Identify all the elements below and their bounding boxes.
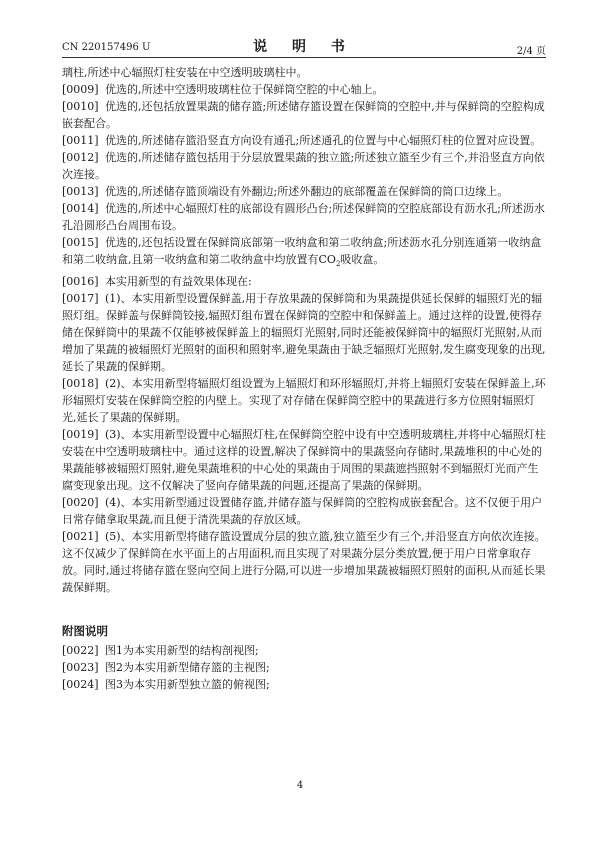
page-indicator: 2/4 页	[516, 46, 546, 57]
paragraph-text: 优选的,所述中心辐照灯柱的底部设有圆形凸台;所述保鲜筒的空腔底部设有沥水孔;所述沥水孔沿圆形凸台周围布设。	[62, 202, 545, 232]
document-body	[62, 64, 546, 693]
paragraph-number: [0024]	[62, 678, 99, 692]
paragraph-text: 优选的,还包括设置在保鲜筒底部第一收纳盒和第二收纳盒;所述沥水孔分别连通第一收纳盒和第二收纳盒,且第一收纳盒和第二收纳盒中均放置有CO	[62, 236, 542, 266]
paragraph-number: [0020]	[62, 496, 99, 510]
paragraph-number: [0015]	[62, 236, 99, 249]
paragraph-0017	[62, 290, 546, 375]
paragraph-number: [0011]	[62, 134, 99, 147]
paragraph-0021	[62, 528, 546, 596]
paragraph-text: 图2为本实用新型储存篮的主视图;	[105, 661, 270, 675]
paragraph-number: [0021]	[62, 530, 99, 544]
paragraph-text: (2)、本实用新型将辐照灯组设置为上辐照灯和环形辐照灯,并将上辐照灯安装在保鲜盖上,环形辐照灯安装在保鲜筒空腔的内壁上。实现了对存储在保鲜筒空腔中的果蔬进行多方位照射辐照灯光,延长了果蔬的保鲜期。	[62, 377, 546, 425]
paragraph-0014	[62, 200, 546, 234]
paragraph-text: 图1为本实用新型的结构剖视图;	[105, 644, 259, 658]
paragraph-number: [0023]	[62, 661, 99, 675]
paragraph-0013	[62, 183, 546, 200]
paragraph-0009	[62, 81, 546, 98]
paragraph-text: 优选的,还包括放置果蔬的储存篮;所述储存篮设置在保鲜筒的空腔中,并与保鲜筒的空腔构成嵌套配合。	[62, 100, 545, 130]
paragraph-0015	[62, 234, 546, 273]
header-divider	[62, 57, 546, 58]
paragraph-text: 优选的,所述储存篮顶端设有外翻边;所述外翻边的底部覆盖在保鲜筒的筒口边缘上。	[105, 185, 509, 198]
paragraph-text: 优选的,所述储存篮包括用于分层放置果蔬的独立篮;所述独立篮至少有三个,并沿竖直方向依次连接。	[62, 151, 545, 181]
paragraph-0019	[62, 426, 546, 494]
paragraph-text: 图3为本实用新型独立篮的俯视图;	[105, 678, 270, 692]
paragraph-text: (5)、本实用新型将储存篮设置成分层的独立篮,独立篮至少有三个,并沿竖直方向依次连接。这不仅减少了保鲜筒在水平面上的占用面积,而且实现了对果蔬分层分类放置,便于用户日常拿取存放。同时,通过将储存篮在竖向空间上进行分隔,可以进一步增加果蔬被辐照灯照射的面积,从而延长果蔬保鲜期。	[62, 530, 546, 595]
doc-number: CN 220157496 U	[62, 42, 151, 53]
paragraph-0011	[62, 132, 546, 149]
paragraph-number: [0012]	[62, 151, 99, 164]
paragraph-text: (1)、本实用新型设置保鲜盖,用于存放果蔬的保鲜筒和为果蔬提供延长保鲜的辐照灯光的辐照灯组。保鲜盖与保鲜筒铰接,辐照灯组布置在保鲜筒的空腔中和保鲜盖上。通过这样的设置,使得存储在保鲜筒中的果蔬不仅能够被保鲜盖上的辐照灯光照射,同时还能被保鲜筒中的辐照灯光照射,从而增加了果蔬的被辐照灯光照射的面积和照射率,避免果蔬由于缺乏辐照灯光照射,发生腐变现象的出现,延长了果蔬的保鲜期。	[62, 292, 546, 374]
paragraph-number: [0010]	[62, 100, 99, 113]
page-title: 说 明 书	[253, 39, 355, 55]
paragraph-number: [0017]	[62, 292, 99, 306]
paragraph-text-tail: 吸收盒。	[340, 253, 385, 266]
paragraph-number: [0009]	[62, 83, 99, 96]
paragraph-number: [0019]	[62, 428, 99, 442]
subscript: 2	[335, 260, 341, 269]
paragraph-0024	[62, 676, 546, 693]
paragraph-number: [0013]	[62, 185, 99, 198]
paragraph-text: 优选的,所述中空透明玻璃柱位于保鲜筒空腔的中心轴上。	[105, 83, 384, 96]
paragraph-text: (4)、本实用新型通过设置储存篮,并储存篮与保鲜筒的空腔构成嵌套配合。这不仅便于用户日常存储拿取果蔬,而且便于清洗果蔬的存放区域。	[62, 496, 543, 527]
paragraph-text: 本实用新型的有益效果体现在:	[105, 275, 252, 289]
page-number: 4	[296, 780, 304, 791]
paragraph-number: [0018]	[62, 377, 99, 391]
paragraph-0012	[62, 149, 546, 183]
page-header	[62, 36, 546, 56]
paragraph-text: 优选的,所述储存篮沿竖直方向设有通孔;所述通孔的位置与中心辐照灯柱的位置对应设置。	[105, 134, 542, 147]
paragraph-number: [0016]	[62, 275, 99, 289]
paragraph-0010	[62, 98, 546, 132]
paragraph-0016	[62, 273, 546, 290]
paragraph-0020	[62, 494, 546, 528]
paragraph-0018	[62, 375, 546, 426]
paragraph-number: [0014]	[62, 202, 99, 215]
section-heading: 附图说明	[62, 624, 108, 639]
lead-text: 璃柱,所述中心辐照灯柱安装在中空透明玻璃柱中。	[62, 66, 308, 79]
paragraph-0023	[62, 659, 546, 676]
paragraph-number: [0022]	[62, 644, 99, 658]
paragraph-text: (3)、本实用新型设置中心辐照灯柱,在保鲜筒空腔中设有中空透明玻璃柱,并将中心辐照灯柱安装在中空透明玻璃柱中。通过这样的设置,解决了保鲜筒中的果蔬竖向存储时,果蔬堆积的中心处的果蔬能够被辐照灯照射,避免果蔬堆积的中心处的果蔬由于周围的果蔬遮挡照射不到辐照灯光而产生腐变现象出现。这不仅解决了竖向存储果蔬的问题,还提高了果蔬的保鲜期。	[62, 428, 546, 493]
paragraph-0022	[62, 642, 546, 659]
